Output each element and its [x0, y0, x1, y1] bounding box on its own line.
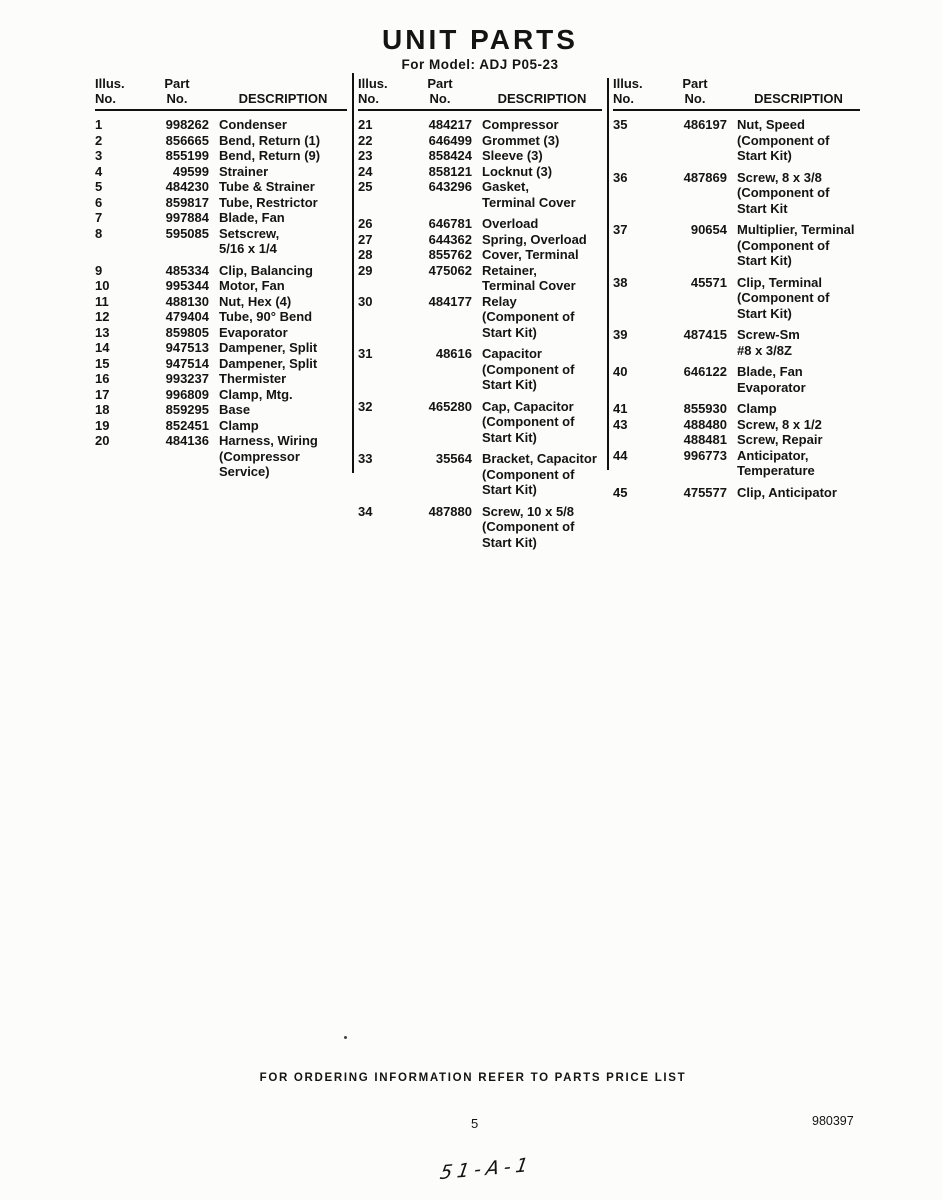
illus-no: [613, 432, 653, 448]
table-row: [613, 432, 860, 448]
part-no: 993237: [165, 371, 209, 386]
illus-no: 5: [95, 179, 103, 194]
illus-no: 40: [613, 364, 628, 379]
description: Condenser: [219, 117, 287, 132]
illus-no: 20: [95, 433, 110, 448]
illus-no: 39: [613, 327, 628, 342]
part-no: 855762: [428, 247, 472, 262]
part-no: 644362: [428, 231, 472, 247]
illus-no: 35: [613, 117, 628, 132]
illus-no: 9: [95, 262, 103, 278]
part-no: 35564: [435, 451, 472, 466]
illus-no: 24: [358, 163, 373, 179]
description: Screw, 8 x 3/8 (Component of Start Kit: [737, 169, 830, 216]
table-row: [613, 485, 860, 501]
illus-no: 4: [95, 163, 103, 179]
illus-no: 25: [358, 179, 373, 194]
part-no: 855930: [683, 401, 727, 416]
column-divider-right: [607, 78, 609, 470]
illus-no: 30: [358, 293, 373, 309]
page-title: UNIT PARTS: [382, 24, 578, 55]
description: Screw-Sm #8 x 3/8Z: [737, 327, 800, 358]
description: Capacitor (Component of Start Kit): [482, 346, 575, 392]
illus-no: 2: [95, 132, 103, 148]
illus-no: 32: [358, 398, 373, 414]
description: Spring, Overload: [482, 231, 587, 247]
table-row: [358, 164, 602, 180]
part-no: 995344: [165, 278, 209, 293]
illus-no: 41: [613, 401, 628, 416]
illus-no: 19: [95, 417, 110, 433]
table-row: [95, 263, 347, 279]
description: Clamp, Mtg.: [219, 386, 293, 402]
column-header: [95, 76, 347, 106]
table-row: [95, 294, 347, 310]
description: Base: [219, 402, 251, 417]
table-row: [95, 226, 347, 257]
part-no: 45571: [690, 274, 727, 290]
illus-no: 27: [358, 231, 373, 247]
illus-no: 28: [358, 247, 373, 262]
illus-no: 22: [358, 132, 373, 148]
description-header: DESCRIPTION: [754, 91, 843, 106]
table-row: [358, 247, 602, 263]
table-row: [95, 195, 347, 211]
scan-speck: [344, 1036, 347, 1039]
part-no: 487415: [683, 327, 727, 342]
model-subtitle: For Model: ADJ P05-23: [401, 57, 559, 72]
illus-no: 29: [358, 262, 373, 278]
illus-no: 36: [613, 169, 628, 185]
table-row: [613, 417, 860, 433]
illus-no-header: Illus. No.: [613, 76, 643, 106]
description: Screw, Repair: [737, 432, 823, 447]
description: Relay (Component of Start Kit): [482, 293, 575, 340]
table-row: [95, 148, 347, 164]
header-rule: [613, 109, 860, 111]
table-row: [95, 402, 347, 418]
description: Anticipator, Temperature: [737, 447, 815, 478]
description: Evaporator: [219, 324, 288, 340]
illus-no: 33: [358, 451, 373, 466]
part-no: 859805: [165, 324, 209, 340]
part-no: 947514: [165, 355, 209, 371]
table-row: [613, 364, 860, 395]
part-no: 484217: [428, 117, 472, 132]
description-header: DESCRIPTION: [238, 91, 328, 106]
table-row: [95, 164, 347, 180]
table-row: [358, 294, 602, 341]
description-header: DESCRIPTION: [497, 91, 587, 106]
description: Compressor: [482, 117, 559, 132]
description: Clip, Terminal (Component of Start Kit): [737, 274, 830, 321]
table-row: [358, 346, 602, 393]
part-no: 475577: [683, 484, 727, 500]
table-row: [95, 133, 347, 149]
part-no: 643296: [428, 179, 472, 194]
part-no: 996809: [165, 386, 209, 402]
illus-no: 21: [358, 117, 373, 132]
part-no: 488480: [683, 416, 727, 432]
column-header: [358, 76, 602, 106]
header-rule: [358, 109, 602, 111]
table-row: [358, 148, 602, 164]
table-row: [613, 222, 860, 269]
part-no-header: Part No.: [427, 76, 453, 106]
table-row: [95, 433, 347, 480]
part-no: 856665: [165, 132, 209, 148]
description: Blade, Fan Evaporator: [737, 364, 806, 395]
description: Screw, 10 x 5/8 (Component of Start Kit): [482, 503, 575, 550]
table-row: [95, 210, 347, 226]
part-no: 465280: [428, 398, 472, 414]
table-row: [358, 117, 602, 133]
description: Screw, 8 x 1/2: [737, 416, 822, 432]
description: Dampener, Split: [219, 340, 318, 355]
description: Strainer: [219, 163, 269, 179]
description: Multiplier, Terminal (Component of Start Kit): [737, 222, 855, 268]
ordering-note: FOR ORDERING INFORMATION REFER TO PARTS PRICE LIST: [259, 1072, 687, 1084]
description: Blade, Fan: [219, 210, 285, 225]
illus-no: 3: [95, 148, 103, 163]
part-no: 646122: [683, 364, 727, 379]
table-row: [95, 418, 347, 434]
illus-no: 16: [95, 371, 110, 386]
part-no: 998262: [165, 117, 209, 132]
illus-no-header: Illus. No.: [358, 76, 388, 106]
part-no: 646781: [428, 216, 472, 231]
table-row: [95, 117, 347, 133]
rows-container: [358, 117, 602, 550]
part-no: 997884: [165, 210, 209, 225]
description: Grommet (3): [482, 132, 560, 148]
part-no: 996773: [683, 447, 727, 463]
table-row: [358, 451, 602, 498]
part-no: 859817: [165, 194, 209, 210]
part-no: 475062: [428, 262, 472, 278]
page-number: 5: [471, 1116, 479, 1131]
description: Gasket, Terminal Cover: [482, 179, 576, 210]
description: Bend, Return (1): [219, 132, 321, 148]
illus-no: 43: [613, 416, 628, 432]
description: Thermister: [219, 371, 287, 386]
illus-no: 15: [95, 355, 110, 371]
illus-no: 14: [95, 340, 110, 355]
table-row: [358, 504, 602, 551]
description: Clamp: [737, 401, 777, 416]
illus-no: 31: [358, 346, 373, 361]
table-row: [95, 179, 347, 195]
table-row: [95, 325, 347, 341]
illus-no: 11: [95, 293, 109, 309]
document-number: 980397: [812, 1114, 854, 1128]
description: Nut, Hex (4): [219, 293, 292, 309]
part-no: 486197: [683, 117, 727, 132]
description: Dampener, Split: [219, 355, 318, 371]
illus-no: 18: [95, 402, 110, 417]
illus-no: 6: [95, 194, 103, 210]
description: Clamp: [219, 417, 259, 433]
table-row: [358, 263, 602, 294]
table-row: [613, 401, 860, 417]
description: Motor, Fan: [219, 278, 285, 293]
part-no: 484230: [165, 179, 209, 194]
illus-no: 13: [95, 324, 110, 340]
part-no: 487869: [683, 169, 727, 185]
description: Tube & Strainer: [219, 179, 315, 194]
part-no: 858121: [428, 163, 472, 179]
table-row: [358, 399, 602, 446]
part-no: 855199: [165, 148, 209, 163]
table-row: [95, 278, 347, 294]
handwritten-note: 51-A-1: [438, 1153, 535, 1185]
table-row: [95, 371, 347, 387]
illus-no: 38: [613, 274, 628, 290]
illus-no: 12: [95, 309, 110, 324]
illus-no: 37: [613, 222, 628, 237]
column-header: [613, 76, 860, 106]
header-rule: [95, 109, 347, 111]
table-row: [95, 340, 347, 356]
part-no: 646499: [428, 132, 472, 148]
table-row: [95, 387, 347, 403]
part-no: 488481: [683, 432, 727, 447]
part-no: 858424: [428, 148, 472, 163]
illus-no: 1: [95, 117, 103, 132]
illus-no: 10: [95, 278, 110, 293]
table-row: [613, 275, 860, 322]
part-no: 484177: [428, 293, 472, 309]
illus-no: 44: [613, 447, 628, 463]
description: Overload: [482, 216, 539, 231]
part-no: 90654: [690, 222, 727, 237]
table-row: [613, 170, 860, 217]
rows-container: [95, 117, 347, 480]
table-row: [358, 179, 602, 210]
illus-no: 45: [613, 484, 628, 500]
description: Clip, Balancing: [219, 262, 313, 278]
description: Harness, Wiring (Compressor Service): [219, 433, 318, 479]
table-row: [95, 309, 347, 325]
table-row: [358, 216, 602, 232]
description: Retainer, Terminal Cover: [482, 262, 576, 293]
part-no: 485334: [165, 262, 209, 278]
description: Clip, Anticipator: [737, 484, 837, 500]
part-no: 484136: [165, 433, 209, 448]
illus-no: 23: [358, 148, 373, 163]
part-no: 852451: [165, 417, 209, 433]
illus-no-header: Illus. No.: [95, 76, 125, 106]
description: Cap, Capacitor (Component of Start Kit): [482, 398, 575, 445]
part-no: 487880: [428, 503, 472, 519]
part-no: 488130: [165, 293, 209, 309]
table-row: [613, 448, 860, 479]
part-no: 48616: [435, 346, 472, 361]
illus-no: 8: [95, 225, 103, 241]
illus-no: 17: [95, 386, 110, 402]
description: Tube, 90° Bend: [219, 309, 313, 324]
part-no-header: Part No.: [164, 76, 190, 106]
part-no: 859295: [165, 402, 209, 417]
illus-no: 34: [358, 503, 373, 519]
description: Locknut (3): [482, 163, 553, 179]
rows-container: [613, 117, 860, 500]
parts-column-2: [358, 76, 602, 550]
part-no: 479404: [165, 309, 209, 324]
table-row: [358, 232, 602, 248]
table-row: [95, 356, 347, 372]
part-no: 595085: [165, 225, 209, 241]
illus-no: 7: [95, 210, 103, 225]
table-row: [613, 327, 860, 358]
description: Tube, Restrictor: [219, 194, 318, 210]
table-row: [613, 117, 860, 164]
part-no: 947513: [165, 340, 209, 355]
description: Cover, Terminal: [482, 247, 579, 262]
page-heading: [9, 24, 942, 72]
description: Nut, Speed (Component of Start Kit): [737, 117, 830, 163]
description: Setscrew, 5/16 x 1/4: [219, 225, 280, 256]
part-no: 49599: [172, 163, 209, 179]
part-no-header: Part No.: [682, 76, 708, 106]
illus-no: 26: [358, 216, 373, 231]
parts-column-1: [95, 76, 347, 480]
description: Sleeve (3): [482, 148, 543, 163]
description: Bend, Return (9): [219, 148, 321, 163]
parts-column-3: [613, 76, 860, 500]
description: Bracket, Capacitor (Component of Start Kit): [482, 451, 597, 497]
column-divider-left: [352, 73, 354, 473]
table-row: [358, 133, 602, 149]
